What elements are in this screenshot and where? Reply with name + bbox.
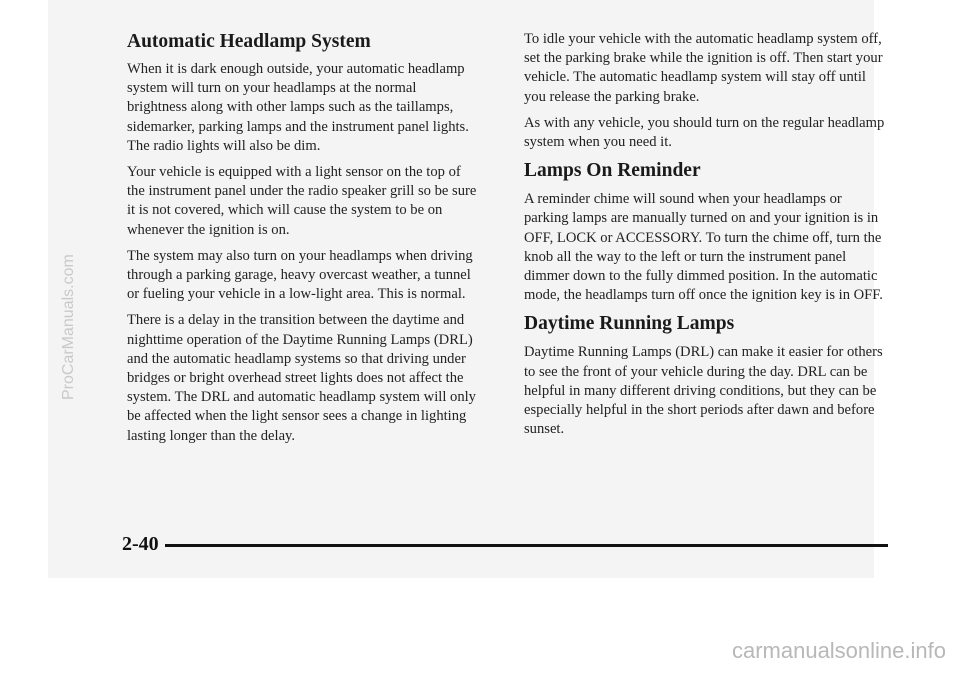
paragraph: There is a delay in the transition between the daytime and nighttime operation of the Daytime Running Lamps (DRL) and the automatic headlamp systems so that driving under bridges or bright overhead street lights does not affect the system. The DRL and automatic headlamp system will only be affected when the light sensor sees a change in lighting lasting longer than the delay. [127,312,476,444]
paragraph: To idle your vehicle with the automatic headlamp system off, set the parking brake while the ignition is off. Then start your vehicle. The automatic headlamp system will stay off until you release the parking brake. [524,31,883,105]
paragraph: When it is dark enough outside, your automatic headlamp system will turn on your headlamps at the normal brightness along with other lamps such as the taillamps, sidemarker, parking lamps and the instrument panel lights. The radio lights will also be dim. [127,61,469,154]
paragraph: A reminder chime will sound when your headlamps or parking lamps are manually turned on and your ignition is in OFF, LOCK or ACCESSORY. To turn the chime off, turn the knob all the way to the left or turn the instrument panel dimmer down to the fully dimmed position. In the automatic mode, the headlamps turn off once the ignition key is in OFF. [524,191,883,304]
page-number: 2-40 [122,532,159,555]
heading-lamps-on-reminder: Lamps On Reminder [524,160,701,182]
side-watermark: ProCarManuals.com [60,254,77,400]
page-footer [122,530,888,558]
right-column [524,30,886,446]
manual-page [48,0,885,578]
paragraph: Daytime Running Lamps (DRL) can make it easier for others to see the front of your vehicle during the day. DRL can be helpful in many different driving conditions, but they can be especially helpful in the short periods after dawn and before sunset. [524,344,883,438]
paragraph: The system may also turn on your headlamps when driving through a parking garage, heavy overcast weather, a tunnel or fueling your vehicle in a low-light area. This is normal. [127,247,473,303]
bottom-watermark: carmanualsonline.info [731,638,946,663]
paragraph: Your vehicle is equipped with a light sensor on the top of the instrument panel under the radio speaker grill so be sure it is not covered, which will cause the system to be on whenever the ignition is on. [127,164,477,238]
paragraph: As with any vehicle, you should turn on the regular headlamp system when you need it. [524,114,885,151]
heading-daytime-running-lamps: Daytime Running Lamps [524,313,735,335]
footer-rule [165,544,888,547]
heading-automatic-headlamp-system: Automatic Headlamp System [127,31,371,52]
left-column [127,30,479,453]
